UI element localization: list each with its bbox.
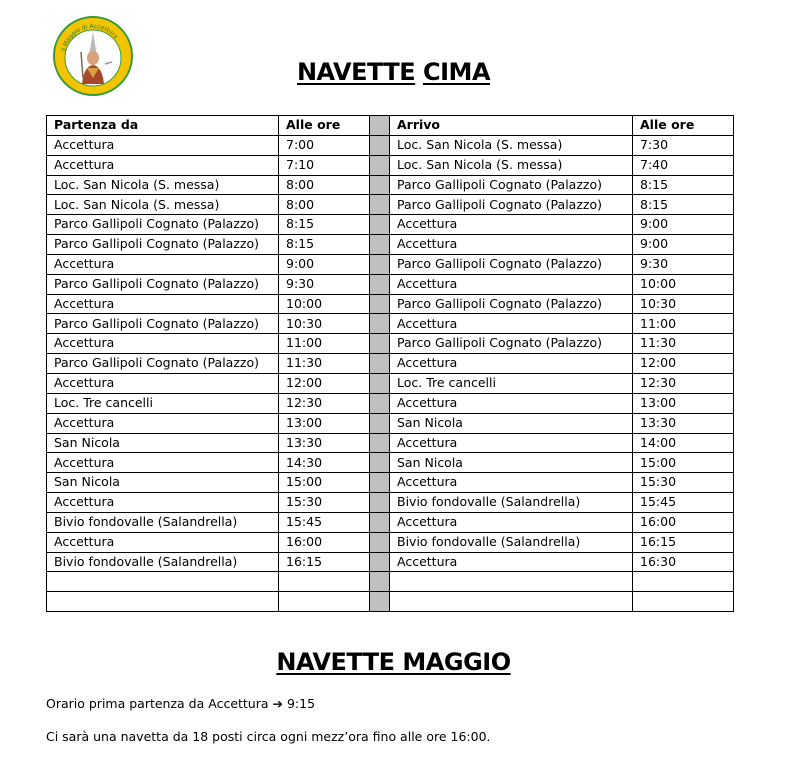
arrival-place: Accettura [390,354,633,374]
arrival-time: 13:00 [633,393,734,413]
departure-time: 12:30 [279,393,370,413]
departure-place: Parco Gallipoli Cognato (Palazzo) [47,274,279,294]
header-arrivo: Arrivo [390,116,633,136]
departure-time [279,572,370,592]
arrow-right-icon: ➔ [272,696,283,711]
arrival-place: Parco Gallipoli Cognato (Palazzo) [390,254,633,274]
departure-time: 12:00 [279,373,370,393]
departure-place: Loc. San Nicola (S. messa) [47,175,279,195]
arrival-place: Parco Gallipoli Cognato (Palazzo) [390,175,633,195]
departure-place [47,592,279,612]
table-row [47,175,734,195]
schedule-body [47,135,734,611]
table-row [47,453,734,473]
arrival-time [633,592,734,612]
arrival-time: 7:40 [633,155,734,175]
separator-cell [370,572,390,592]
arrival-time: 16:00 [633,512,734,532]
departure-time: 9:00 [279,254,370,274]
arrival-place: Accettura [390,215,633,235]
shuttle-frequency-note: Ci sarà una navetta da 18 posti circa ogni mezz’ora fino alle ore 16:00. [46,729,491,744]
separator-cell [370,453,390,473]
navette-cima-schedule-table [46,115,734,612]
departure-place: Parco Gallipoli Cognato (Palazzo) [47,314,279,334]
separator-cell [370,512,390,532]
svg-text:Il Maggio di Accettura: Il Maggio di Accettura [60,22,120,53]
separator-cell [370,354,390,374]
arrival-time: 9:00 [633,235,734,255]
arrival-place: Parco Gallipoli Cognato (Palazzo) [390,195,633,215]
arrival-time: 11:30 [633,334,734,354]
arrival-time: 9:30 [633,254,734,274]
arrival-time: 12:00 [633,354,734,374]
header-alle-ore-arrival: Alle ore [633,116,734,136]
arrival-time: 8:15 [633,195,734,215]
separator-cell [370,473,390,493]
table-row [47,135,734,155]
table-row [47,195,734,215]
separator-cell [370,552,390,572]
departure-time: 13:00 [279,413,370,433]
separator-cell [370,493,390,513]
table-row [47,354,734,374]
departure-time: 8:00 [279,195,370,215]
departure-place: Loc. Tre cancelli [47,393,279,413]
table-row [47,393,734,413]
departure-place: Parco Gallipoli Cognato (Palazzo) [47,235,279,255]
departure-place: Accettura [47,532,279,552]
departure-place: Accettura [47,373,279,393]
departure-place: Accettura [47,155,279,175]
departure-place: Accettura [47,254,279,274]
arrival-time: 15:45 [633,493,734,513]
arrival-place: Parco Gallipoli Cognato (Palazzo) [390,294,633,314]
departure-time: 15:45 [279,512,370,532]
arrival-place: Accettura [390,473,633,493]
separator-cell [370,413,390,433]
separator-cell [370,433,390,453]
arrival-time: 16:15 [633,532,734,552]
arrival-time: 10:00 [633,274,734,294]
arrival-place: Loc. San Nicola (S. messa) [390,155,633,175]
arrival-time: 15:30 [633,473,734,493]
arrival-place: Accettura [390,274,633,294]
arrival-place: Bivio fondovalle (Salandrella) [390,532,633,552]
table-row [47,473,734,493]
table-row [47,215,734,235]
departure-time: 16:15 [279,552,370,572]
departure-place: Accettura [47,135,279,155]
arrival-place: Bivio fondovalle (Salandrella) [390,493,633,513]
departure-time: 15:00 [279,473,370,493]
departure-time: 14:30 [279,453,370,473]
arrival-time: 10:30 [633,294,734,314]
arrival-time: 15:00 [633,453,734,473]
navette-maggio-title [0,648,787,676]
departure-place: Accettura [47,294,279,314]
arrival-place: Accettura [390,552,633,572]
arrival-place: Accettura [390,314,633,334]
departure-time: 11:00 [279,334,370,354]
departure-place: Loc. San Nicola (S. messa) [47,195,279,215]
header-alle-ore-departure: Alle ore [279,116,370,136]
departure-time: 10:00 [279,294,370,314]
arrival-time: 12:30 [633,373,734,393]
departure-time: 13:30 [279,433,370,453]
arrival-place: Loc. Tre cancelli [390,373,633,393]
departure-place: San Nicola [47,473,279,493]
table-row [47,552,734,572]
table-row [47,413,734,433]
arrival-place: San Nicola [390,453,633,473]
departure-time: 7:00 [279,135,370,155]
first-departure-time: 9:15 [286,696,316,711]
separator-cell [370,532,390,552]
departure-time: 15:30 [279,493,370,513]
departure-time [279,592,370,612]
table-row [47,373,734,393]
table-row [47,274,734,294]
arrival-time: 9:00 [633,215,734,235]
table-row [47,512,734,532]
separator-cell [370,592,390,612]
separator-cell [370,175,390,195]
departure-place: Bivio fondovalle (Salandrella) [47,552,279,572]
arrival-place [390,572,633,592]
arrival-place [390,592,633,612]
departure-place: San Nicola [47,433,279,453]
separator-cell [370,314,390,334]
separator-cell [370,235,390,255]
arrival-place: Accettura [390,393,633,413]
table-row [47,532,734,552]
departure-time: 8:15 [279,235,370,255]
departure-time: 11:30 [279,354,370,374]
departure-time: 16:00 [279,532,370,552]
title-maggio-text: NAVETTE MAGGIO [276,648,511,676]
separator-cell [370,373,390,393]
table-row [47,235,734,255]
separator-cell [370,334,390,354]
departure-place [47,572,279,592]
arrival-place: Parco Gallipoli Cognato (Palazzo) [390,334,633,354]
navette-cima-title [0,58,787,86]
table-row [47,294,734,314]
arrival-time: 8:15 [633,175,734,195]
arrival-time: 16:30 [633,552,734,572]
departure-time: 7:10 [279,155,370,175]
table-row [47,254,734,274]
table-row [47,592,734,612]
departure-time: 8:00 [279,175,370,195]
departure-place: Accettura [47,413,279,433]
first-departure-label: Orario prima partenza da Accettura [46,696,269,711]
table-row [47,572,734,592]
departure-time: 10:30 [279,314,370,334]
table-row [47,334,734,354]
arrival-time [633,572,734,592]
arrival-place: Accettura [390,235,633,255]
table-row [47,314,734,334]
separator-cell [370,294,390,314]
separator-cell [370,135,390,155]
departure-place: Parco Gallipoli Cognato (Palazzo) [47,354,279,374]
separator-cell [370,195,390,215]
separator-cell [370,215,390,235]
title-cima-part1: NAVETTE [296,58,416,86]
title-cima-part2: CIMA [423,58,491,86]
table-row [47,433,734,453]
departure-time: 8:15 [279,215,370,235]
departure-place: Parco Gallipoli Cognato (Palazzo) [47,215,279,235]
table-row [47,493,734,513]
arrival-place: Accettura [390,433,633,453]
separator-column [370,116,390,136]
separator-cell [370,155,390,175]
separator-cell [370,393,390,413]
separator-cell [370,274,390,294]
arrival-place: Loc. San Nicola (S. messa) [390,135,633,155]
departure-time: 9:30 [279,274,370,294]
arrival-time: 11:00 [633,314,734,334]
arrival-place: Accettura [390,512,633,532]
separator-cell [370,254,390,274]
table-row [47,155,734,175]
header-partenza: Partenza da [47,116,279,136]
first-departure-line [46,696,315,711]
arrival-time: 13:30 [633,413,734,433]
arrival-place: San Nicola [390,413,633,433]
arrival-time: 7:30 [633,135,734,155]
arrival-time: 14:00 [633,433,734,453]
departure-place: Accettura [47,493,279,513]
departure-place: Accettura [47,453,279,473]
departure-place: Bivio fondovalle (Salandrella) [47,512,279,532]
table-header-row [47,116,734,136]
departure-place: Accettura [47,334,279,354]
